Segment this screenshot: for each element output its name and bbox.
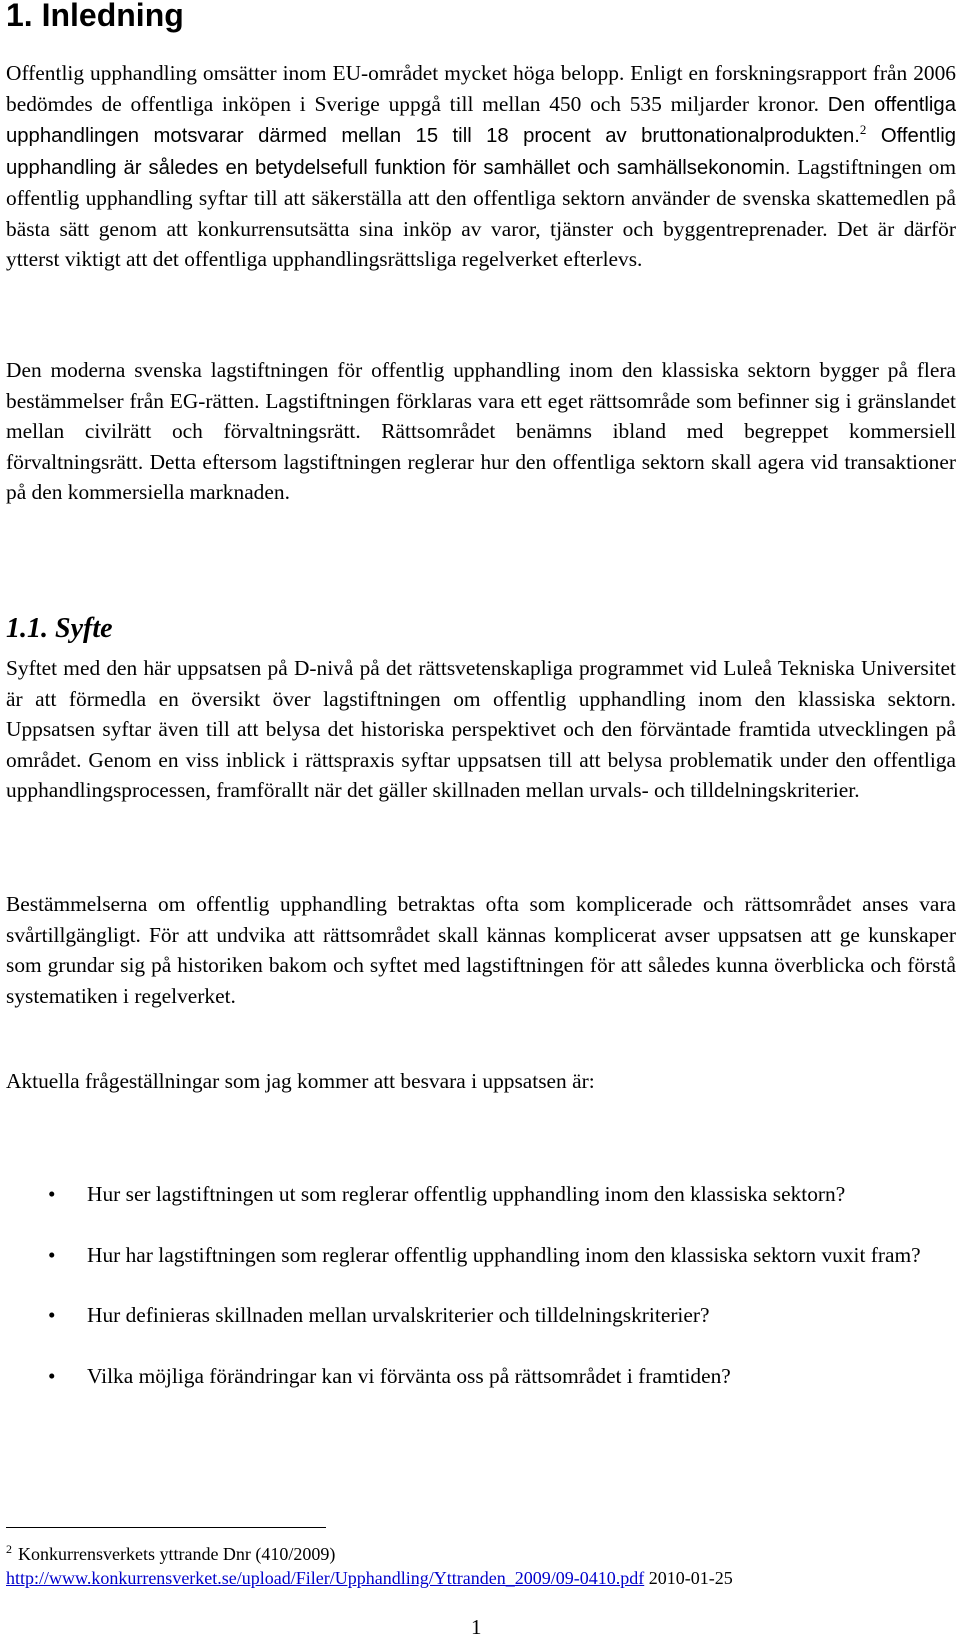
paragraph-intro-text-4: Lagstiftningen om offentlig upphandling syftar till att säkerställa att den offentliga sektorn använder de svenska skattemedlen på bästa sätt genom att konkurrensutsätta sina inköp av varor, tjänster och byggentreprenader. Det är därför ytterst viktigt att det offentliga upphandlingsrättsliga regelverket efterlevs. bbox=[6, 154, 956, 271]
footnote-line-1 bbox=[6, 1542, 956, 1566]
paragraph-questions-intro: Aktuella frågeställningar som jag kommer att besvara i uppsatsen är: bbox=[6, 1069, 595, 1093]
footnote-reference[interactable]: 2 bbox=[859, 121, 867, 137]
footnote-text: Konkurrensverkets yttrande Dnr (410/2009) bbox=[18, 1544, 336, 1564]
section-heading-inledning: 1. Inledning bbox=[6, 0, 184, 33]
footnote-divider bbox=[6, 1527, 326, 1528]
paragraph-legislation: Den moderna svenska lagstiftningen för offentlig upphandling inom den klassiska sektorn bygger på flera bestämmelser från EG-rätten. Lagstiftningen förklaras vara ett eget rättsområde som befinner sig i gränslandet mellan civilrätt och förvaltningsrätt. Rättsområdet benämns ibland med begreppet kommersiell förvaltningsrätt. Detta eftersom lagstiftningen reglerar hur den offentliga sektorn skall agera vid transaktioner på den kommersiella marknaden. bbox=[6, 358, 956, 504]
footnote-date: 2010-01-25 bbox=[644, 1568, 733, 1588]
list-item bbox=[6, 1361, 956, 1392]
bullet-icon: • bbox=[48, 1303, 56, 1327]
question-text: Hur definieras skillnaden mellan urvalskriterier och tilldelningskriterier? bbox=[87, 1303, 710, 1327]
footnote bbox=[6, 1542, 956, 1590]
section-heading-syfte: 1.1. Syfte bbox=[6, 613, 113, 644]
paragraph-intro-text-3: Offentlig upphandling är således en betydelsefull funktion för samhället och samhällsekonomin. bbox=[6, 125, 956, 179]
question-text: Vilka möjliga förändringar kan vi förvänta oss på rättsområdet i framtiden? bbox=[87, 1363, 731, 1388]
list-item bbox=[6, 1300, 956, 1331]
bullet-icon: • bbox=[48, 1363, 56, 1388]
bullet-icon: • bbox=[48, 1182, 56, 1206]
footnote-number: 2 bbox=[6, 1542, 12, 1556]
questions-list bbox=[6, 1179, 956, 1421]
paragraph-intro-text-2: Den offentliga upphandlingen motsvarar därmed mellan 15 till 18 procent av bruttonationalprodukten. bbox=[6, 93, 956, 147]
paragraph-complexity: Bestämmelserna om offentlig upphandling betraktas ofta som komplicerade och rättsområdet anses vara svårtillgängligt. För att undvika att rättsområdet skall kännas komplicerat avser uppsatsen att ge kunskaper som grundar sig på historiken bakom och syftet med lagstiftningen för att således kunna överblicka och förstå systematiken i regelverket. bbox=[6, 892, 956, 1008]
page-number: 1 bbox=[471, 1615, 482, 1639]
bullet-icon: • bbox=[48, 1242, 56, 1267]
question-text: Hur ser lagstiftningen ut som reglerar offentlig upphandling inom den klassiska sektorn? bbox=[87, 1182, 846, 1206]
paragraph-intro bbox=[6, 58, 956, 275]
list-item bbox=[6, 1240, 956, 1271]
footnote-line-2 bbox=[6, 1566, 956, 1590]
paragraph-intro-text-1: Offentlig upphandling omsätter inom EU-området mycket höga belopp. Enligt en forskningsrapport från 2006 bedömdes de offentliga inköpen i Sverige uppgå till mellan 450 och 535 miljarder kronor. bbox=[6, 61, 956, 116]
paragraph-purpose: Syftet med den här uppsatsen på D-nivå på det rättsvetenskapliga programmet vid Luleå Tekniska Universitet är att förmedla en översikt över lagstiftningen om offentlig upphandling inom den klassiska sektorn. Uppsatsen syftar även till att belysa det historiska perspektivet och den förväntade framtida utvecklingen på området. Genom en viss inblick i rättspraxis syftar uppsatsen till att belysa problematik under den offentliga upphandlingsprocessen, framförallt när det gäller skillnaden mellan urvals- och tilldelningskriterier. bbox=[6, 656, 956, 802]
question-text: Hur har lagstiftningen som reglerar offentlig upphandling inom den klassiska sektorn vuxit fram? bbox=[87, 1242, 921, 1267]
list-item bbox=[6, 1179, 956, 1210]
footnote-link[interactable]: http://www.konkurrensverket.se/upload/Filer/Upphandling/Yttranden_2009/09-0410.pdf bbox=[6, 1568, 645, 1588]
